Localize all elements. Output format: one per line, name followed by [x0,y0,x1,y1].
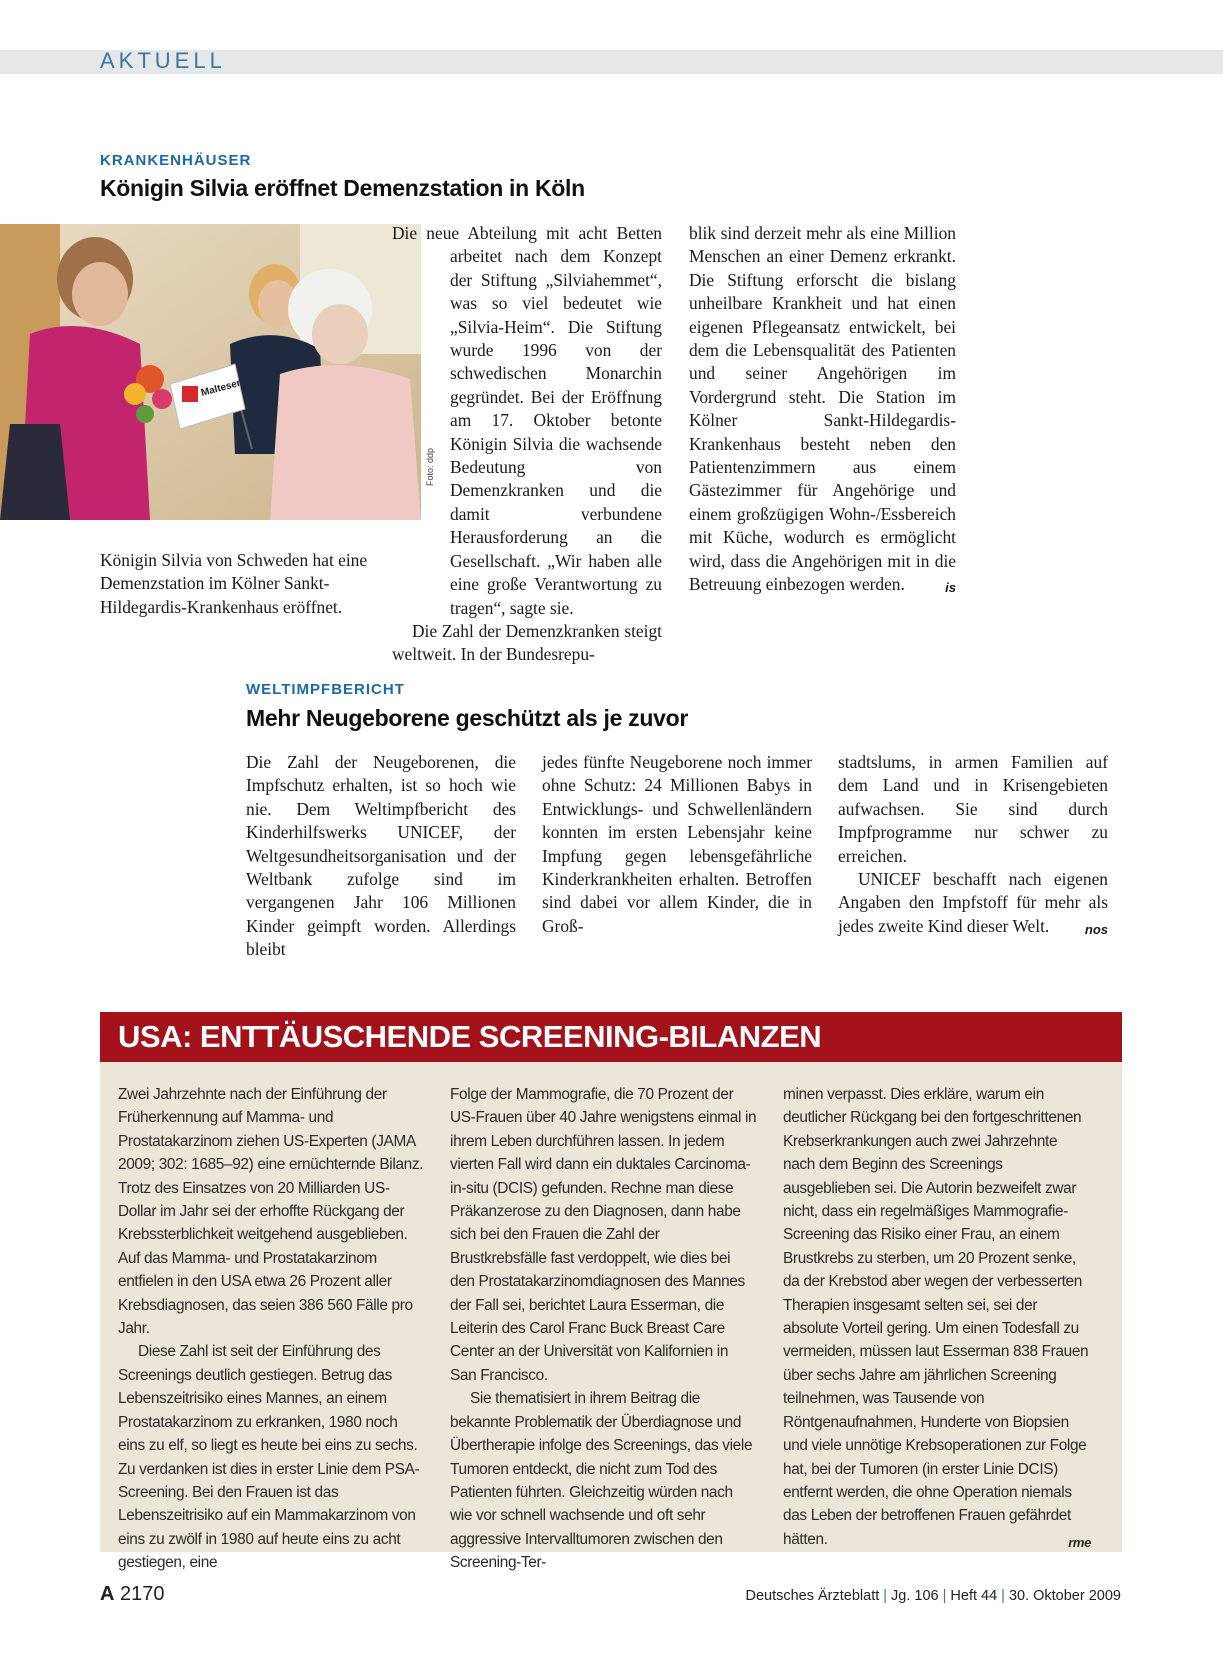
article2-signature: nos [1084,921,1108,937]
photo-credit: Foto: ddp [425,447,435,486]
footer-issue: Heft 44 [950,1588,998,1604]
article1-kicker: KRANKENHÄUSER [100,152,252,169]
box-col2-paragraph-2: Sie thematisiert in ihrem Beitrag die bekannte Problematik der Überdiagnose und Übertherapie infolge des Screenings, das viele Tumoren entdeckt, die nicht zum Tod des Patienten führten. Gleichzeitig würden nach wie vor schnell wachsende und oft sehr aggressive Intervalltumoren zwischen den Screening-Ter- [450,1390,753,1572]
article1-col1-paragraph-1: Die neue Abteilung mit acht Betten arbeitet nach dem Konzept der Stiftung „Silviahemmet“, was so viel bedeutet wie „Silvia-Heim“. Die Stiftung wurde 1996 von der schwedischen Monarchin gegründet. Bei der Eröffnung am 17. Oktober betonte Königin Silvia die wachsende Bedeutung von Demenzkranken und die damit verbundene Herausforderung an die Gesellschaft. „Wir haben alle eine große Verantwortung zu tragen“, sagte sie. [392,223,662,618]
article2-col3-paragraph-2: UNICEF beschafft nach eigenen Angaben den Impfstoff für mehr als jedes zweite Kind dieser Welt. [838,869,1108,936]
article1-column-2 [689,222,956,600]
article2-col1-text: Die Zahl der Neugeborenen, die Impfschutz erhalten, ist so hoch wie nie. Dem Weltimpfbericht des Kinderhilfswerks UNICEF, der Weltgesundheitsorganisation und der Weltbank zufolge sind im vergangenen Jahr 106 Millionen Kinder geimpft worden. Allerdings bleibt [246,752,516,960]
article2-column-3 [838,751,1108,941]
footer-volume: Jg. 106 [891,1588,939,1604]
box-column-2 [450,1083,758,1575]
box-col2-paragraph-1: Folge der Mammografie, die 70 Prozent der US-Frauen über 40 Jahre wenigstens einmal in ihrem Leben durchführen lassen. In jedem vierten Fall wird dann ein duktales Carcinoma-in-situ (DCIS) gefunden. Rechne man diese Präkanzerose zu den Diagnosen, dann habe sich bei den Frauen die Zahl der Brustkrebsfälle fast verdoppelt, wie dies bei den Prostatakarzinomdiagnosen des Mannes der Fall sei, berichtet Laura Esserman, die Leiterin des Carol Franc Buck Breast Care Center an der Universität von Kalifornien in San Francisco. [450,1086,757,1384]
article2-headline: Mehr Neugeborene geschützt als je zuvor [246,705,689,731]
article1-column-1 [392,222,662,667]
box-signature: rme [1068,1534,1091,1550]
footer-date: 30. Oktober 2009 [1008,1588,1121,1604]
box-col3-text: minen verpasst. Dies erkläre, warum ein deutlicher Rückgang bei den fortgeschrittenen Krebserkrankungen auch zwei Jahrzehnte nach dem Beginn des Screenings ausgeblieben sei. Die Autorin bezweifelt zwar nicht, dass ein regelmäßiges Mammografie-Screening das Risiko einer Frau, an einem Brustkrebs zu sterben, um 20 Prozent senke, da der Krebstod aber wegen der verbesserten Therapien insgesamt selten sei, sei der absolute Vorteil gering. Um einen Todesfall zu vermeiden, müssen laut Esserman 838 Frauen über sechs Jahre am jährlichen Screening teilnehmen, was Tausende von Röntgenaufnahmen, Hunderte von Biopsien und viele unnötige Krebsoperationen zur Folge hat, bei der Tumoren (in erster Linie DCIS) entfernt werden, die ohne Operation niemals das Leben der betroffenen Frauen gefährdet hätten. [783,1086,1089,1548]
section-label: AKTUELL [100,48,226,73]
footer-citation: Deutsches Ärzteblatt | Jg. 106 | Heft 44 | 30. Oktober 2009 [745,1588,1121,1604]
box-col1-paragraph-2: Diese Zahl ist seit der Einführung des Screenings deutlich gestiegen. Betrug das Lebenszeitrisiko eines Mannes, an einem Prostatakarzinom zu erkranken, 1980 noch eins zu elf, so liegt es heute bei eins zu sechs. Zu verdanken ist dies in erster Linie dem PSA-Screening. Bei den Frauen ist das Lebenszeitrisiko auf ein Mammakarzinom von eins zu zwölf in 1980 auf heute eins zu acht gestiegen, eine [118,1343,420,1572]
article1-caption: Königin Silvia von Schweden hat eine Demenzstation im Kölner Sankt-Hildegardis-Krankenhaus eröffnet. [100,550,368,617]
page-prefix: A [100,1583,115,1605]
article1-col1-paragraph-2: Die Zahl der Demenzkranken steigt weltweit. In der Bundesrepu- [392,620,662,665]
page-number-value: 2170 [120,1583,165,1605]
photo-illustration [0,224,421,520]
page-number [100,1583,165,1606]
box-column-1 [118,1083,426,1575]
box-col1-paragraph-1: Zwei Jahrzehnte nach der Einführung der Früherkennung auf Mamma- und Prostatakarzinom ziehen US-Experten (JAMA 2009; 302: 1685–92) eine ernüchternde Bilanz. Trotz des Einsatzes von 20 Milliarden US-Dollar im Jahr sei der erhoffte Rückgang der Krebssterblichkeit weitgehend ausgeblieben. Auf das Mamma- und Prostatakarzinom entfielen in den USA etwa 26 Prozent aller Krebsdiagnosen, das seien 386 560 Fälle pro Jahr. [118,1086,424,1338]
article1-photo [0,224,421,520]
article2-col2-text: jedes fünfte Neugeborene noch immer ohne Schutz: 24 Millionen Babys in Entwicklungs- und Schwellenländern konnten im ersten Lebensjahr keine Impfung gegen lebensgefährliche Kinderkrankheiten erhalten. Betroffen sind dabei vor allem Kinder, die in Groß- [542,752,812,936]
article2-column-2 [542,751,812,938]
article1-signature: is [945,580,956,596]
article1-headline: Königin Silvia eröffnet Demenzstation in Köln [100,175,585,201]
article2-col3-paragraph-1: stadtslums, in armen Familien auf dem Land und in Krisengebieten aufwachsen. Sie sind durch Impfprogramme nur schwer zu erreichen. [838,752,1108,866]
box-column-3 [783,1083,1091,1554]
footer-journal: Deutsches Ärzteblatt [745,1588,880,1604]
article1-col2-text: blik sind derzeit mehr als eine Million Menschen an einer Demenz erkrankt. Die Stiftung erforscht die bislang unheilbare Krankheit und hat einen eigenen Pflegeansatz entwickelt, bei dem die Lebensqualität des Patienten und seiner Angehörigen im Vordergrund steht. Die Station im Kölner Sankt-Hildegardis-Krankenhaus besteht neben den Patientenzimmern aus einem Gästezimmer für Angehörige und einem großzügigen Wohn-/Essbereich mit Küche, wodurch es ermöglicht wird, dass die Angehörigen mit in die Betreuung einbezogen werden. [689,223,956,595]
screening-box-title: USA: ENTTÄUSCHENDE SCREENING-BILANZEN [118,1019,822,1054]
article2-column-1 [246,751,516,962]
article2-kicker: WELTIMPFBERICHT [246,681,405,698]
flag-text: Malteser [199,377,242,399]
